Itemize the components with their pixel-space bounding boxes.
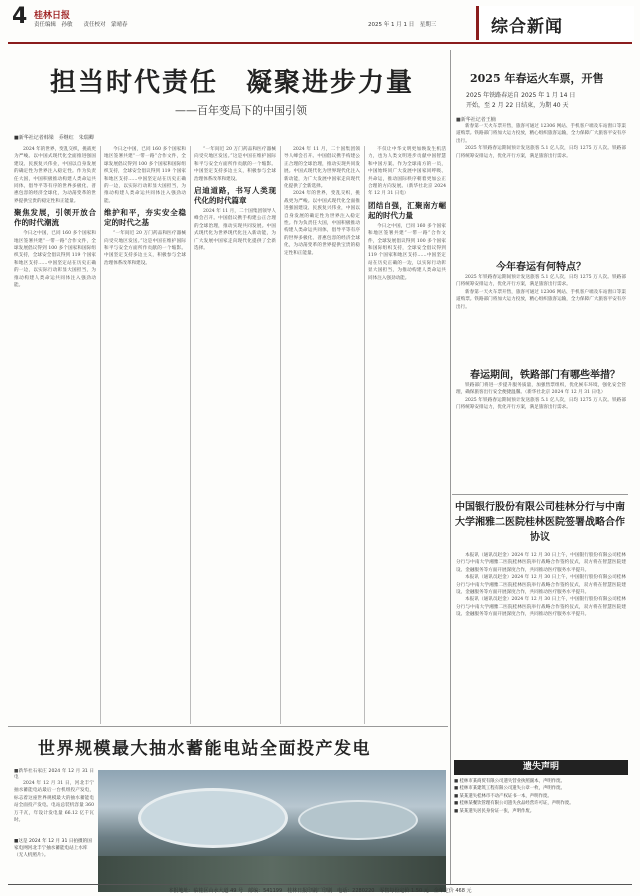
- column-divider: [100, 146, 101, 724]
- notice-item: ■ 某某遗失桂林市不动产权证书一本，声明作废。: [454, 793, 552, 799]
- rail-section-1-text-2: 新春第一天火车票开售，旅客可通过 12306 网站、手机客户端及车站窗口等渠道购票。铁路部门将加大运力投放，精心组织旅客运输，全力保障广大旅客平安有序出行。: [456, 289, 626, 310]
- reservoir-photo: [98, 770, 446, 892]
- lead-headline: 担当时代责任 凝聚进步力量: [50, 68, 415, 98]
- lead-col2-subtitle: 维护和平，夯实安全稳定的时代之基: [104, 208, 186, 228]
- section-title: 综合新闻: [491, 17, 563, 37]
- page-footer: 本报地址：临桂区山水大道 49 号 邮编：541199 桂林日报印刷厂印刷 电话：2280220 零售每份定价 1.50 元 全年定价 468 元: [8, 884, 632, 894]
- issue-date: 2025 年 1 月 1 日 星期三: [368, 22, 437, 28]
- rail-subtitle-2: 春运期间，铁路部门有哪些举措？: [470, 370, 620, 381]
- column-divider: [364, 146, 365, 724]
- rail-section-1-text: 2025 年铁路春运期间预计发送旅客 5.1 亿人次，日均 1275 万人次。铁路部门将统筹安排运力，优化开行方案，满足旅客出行需求。: [456, 275, 626, 288]
- rail-section-2-text-2: 2025 年铁路春运期间预计发送旅客 5.1 亿人次，日均 1275 万人次。铁路部门将统筹安排运力，优化开行方案，满足旅客出行需求。: [456, 397, 626, 411]
- lead-subheadline: ——百年变局下的中国引领: [175, 104, 307, 117]
- paper-name: 桂林日报: [34, 11, 71, 21]
- right-divider: [452, 494, 628, 495]
- rail-text-2: 2025 年铁路春运期间预计发送旅客 5.1 亿人次，日均 1275 万人次。铁路部门将统筹安排运力，优化开行方案，满足旅客出行需求。: [456, 146, 626, 159]
- lead-column-4: [284, 146, 360, 726]
- lead-col1-subtitle: 聚焦发展，引领开放合作的时代潮流: [14, 208, 96, 228]
- section-box: [476, 6, 634, 40]
- lead-col1-text-2: 今日之中国，已同 160 多个国家和地区签署共建“一带一路”合作文件，全球发展倡议得到 100 多个国家和国际组织支持，全球安全倡议得到 119 个国家和地区支持……中国坚定站在历史正确的一边，以实际行动彰显大国担当，为推动构建人类命运共同体注入强劲动能。: [14, 231, 96, 289]
- lead-col3-text: “一年间近 20 万门药品和医疗器械向受灾地区发送。”这是中国在维护国际和平与安全方面所作贡献的一个缩影。中国坚定支持多边主义，积极参与全球治理体系改革和建设。: [194, 147, 276, 182]
- lead-col5-text-2: 今日之中国，已同 160 多个国家和地区签署共建“一带一路”合作文件，全球发展倡议得到 100 多个国家和国际组织支持，全球安全倡议得到 119 个国家和地区支持……中国坚定站在历史正确的一边，以实际行动彰显大国担当，为推动构建人类命运共同体注入强劲动能。: [368, 223, 446, 281]
- bank-text-2: 本报讯（通讯员赵金）2024 年 12 月 30 日上午，中国银行股份有限公司桂林分行与中南大学湘雅二医院桂林医院举行战略合作签约仪式，双方将在智慧医院建设、金融服务等方面开展深度合作，共同推动医疗服务水平提升。: [456, 575, 626, 596]
- rail-section-2: [456, 382, 626, 486]
- lead-col2-text-2: “一年间近 20 万门药品和医疗器械向受灾地区发送。”这是中国在维护国际和平与安全方面所作贡献的一个缩影。中国坚定支持多边主义，积极参与全球治理体系改革和建设。: [104, 231, 186, 266]
- notice-item: ■ 桂林市某商贸有限公司遗失营业执照副本，声明作废。: [454, 779, 565, 784]
- notice-heading: 遗失声明: [454, 760, 628, 775]
- masthead: [8, 4, 632, 44]
- rail-title: 2025 年春运火车票，开售: [470, 72, 604, 85]
- lead-byline: ■新华社记者韩梁 乔继红 朱瑞卿: [14, 135, 94, 141]
- lower-headline: 世界规模最大抽水蓄能电站全面投产发电: [38, 739, 371, 759]
- lead-col5-text: 不仅让中华文明更加焕发生机活力，也为人类文明进步贡献中国智慧和中国方案。作为全球南方的一员，中国始终同广大发展中国家同呼吸、共命运，推动国际秩序朝着更加公正合理的方向发展。（新华社北京 2024 年 12 月 31 日电）: [368, 147, 446, 197]
- lead-col2-text: 今日之中国，已同 160 多个国家和地区签署共建“一带一路”合作文件，全球发展倡议得到 100 多个国家和国际组织支持，全球安全倡议得到 119 个国家和地区支持……中国坚定站在历史正确的一边，以实际行动彰显大国担当，为推动构建人类命运共同体注入强劲动能。: [104, 147, 186, 204]
- rail-section-1: [456, 274, 626, 360]
- lead-col3-subtitle: 启迪道路，书写人类现代化的时代篇章: [194, 186, 276, 206]
- lower-text: 2024 年 12 月 31 日，河北丰宁抽水蓄能电站最后一台机组投产发电，标志着这座世界规模最大的抽水蓄能电站全面投产发电。电站总装机容量 360 万千瓦，年设计发电量 66.12 亿千瓦时。: [14, 781, 94, 824]
- rail-byline: ■新华社记者王楠: [456, 117, 496, 123]
- rail-line-1: 2025 年铁路春运自 2025 年 1 月 14 日: [466, 92, 576, 99]
- lead-column-1: [14, 146, 96, 726]
- rail-text: 新春第一天火车票开售，旅客可通过 12306 网站、手机客户端及车站窗口等渠道购票。铁路部门将加大运力投放，精心组织旅客运输，全力保障广大旅客平安有序出行。: [456, 124, 626, 144]
- rail-section-2-text: 铁路部门将进一步提升服务质量，加强售票组织，优化候车环境，强化安全管理，确保旅客出行安全便捷温馨。（新华社北京 2024 年 12 月 31 日电）: [456, 383, 626, 396]
- upper-reservoir-shape: [138, 788, 288, 848]
- notice-item: ■ 桂林市某建筑工程有限公司遗失公章一枚，声明作废。: [454, 786, 565, 792]
- editors-line: 责任编辑 孙敏 责任校对 蒙晴春: [34, 22, 128, 28]
- right-rail-divider: [450, 50, 451, 884]
- lead-col4-text-2: 2024 年的世界，变乱交织，挑战更为严峻。以中国式现代化全面推进强国建设、民族复兴伟业，中国以自身发展的确定性为世界注入稳定性。作为负责任大国，中国积极推动构建人类命运共同体，倡导平等有序的世界多极化、普惠包容的经济全球化，为动荡变革的世界提供宝贵的稳定性和正能量。: [284, 191, 360, 256]
- photo-caption: ■这是 2024 年 12 月 31 日拍摄的国家电网河北丰宁抽水蓄能电站上水库（无人机照片）。: [14, 839, 92, 858]
- lead-col3-text-2: 2024 年 11 月，二十国集团领导人峰会召开。中国倡议携手构建公正合理的全球治理，推动实现共同发展。中国式现代化为世界现代化注入新动能，为广大发展中国家走向现代化提供了全新选择。: [194, 209, 276, 252]
- lower-divider: [8, 726, 448, 727]
- bank-text-3: 本报讯（通讯员赵金）2024 年 12 月 30 日上午，中国银行股份有限公司桂林分行与中南大学湘雅二医院桂林医院举行战略合作签约仪式，双方将在智慧医院建设、金融服务等方面开展深度合作，共同推动医疗服务水平提升。: [456, 597, 626, 618]
- reservoir-shape: [298, 800, 418, 840]
- bank-text: 本报讯（通讯员赵金）2024 年 12 月 30 日上午，中国银行股份有限公司桂林分行与中南大学湘雅二医院桂林医院举行战略合作签约仪式，双方将在智慧医院建设、金融服务等方面开展深度合作，共同推动医疗服务水平提升。: [456, 553, 626, 573]
- lead-col4-text: 2024 年 11 月，二十国集团领导人峰会召开。中国倡议携手构建公正合理的全球治理，推动实现共同发展。中国式现代化为世界现代化注入新动能，为广大发展中国家走向现代化提供了全新选择。: [284, 147, 360, 190]
- rail-story: [456, 116, 626, 206]
- bank-story: [456, 552, 626, 752]
- lead-column-3: [194, 146, 276, 726]
- lead-col1-text: 2024 年的世界，变乱交织，挑战更为严峻。以中国式现代化全面推进强国建设、民族复兴伟业，中国以自身发展的确定性为世界注入稳定性。作为负责任大国，中国积极推动构建人类命运共同体，倡导平等有序的世界多极化、普惠包容的经济全球化，为动荡变革的世界提供宝贵的稳定性和正能量。: [14, 147, 96, 204]
- lower-story: [14, 768, 94, 836]
- column-divider: [280, 146, 281, 724]
- lower-byline: ■新华社石家庄 2024 年 12 月 31 日电: [14, 769, 94, 780]
- rail-line-2: 开始，至 2 月 22 日结束，为期 40 天: [466, 102, 569, 109]
- rail-subtitle-1: 今年春运有何特点？: [496, 262, 586, 273]
- lead-column-2: [104, 146, 186, 726]
- lead-col5-subtitle: 团结自强，汇聚南方崛起的时代力量: [368, 200, 446, 220]
- lead-column-5: [368, 146, 446, 726]
- bank-headline: 中国银行股份有限公司桂林分行与中南大学湘雅二医院桂林医院签署战略合作协议: [455, 502, 625, 543]
- notice-item: ■ 某某遗失居民身份证一张，声明作废。: [454, 808, 535, 814]
- notice-item: ■ 桂林某餐饮管理有限公司遗失食品经营许可证，声明作废。: [454, 801, 574, 807]
- notice-list: [454, 778, 628, 815]
- page-number: 4: [12, 4, 28, 29]
- column-divider: [190, 146, 191, 724]
